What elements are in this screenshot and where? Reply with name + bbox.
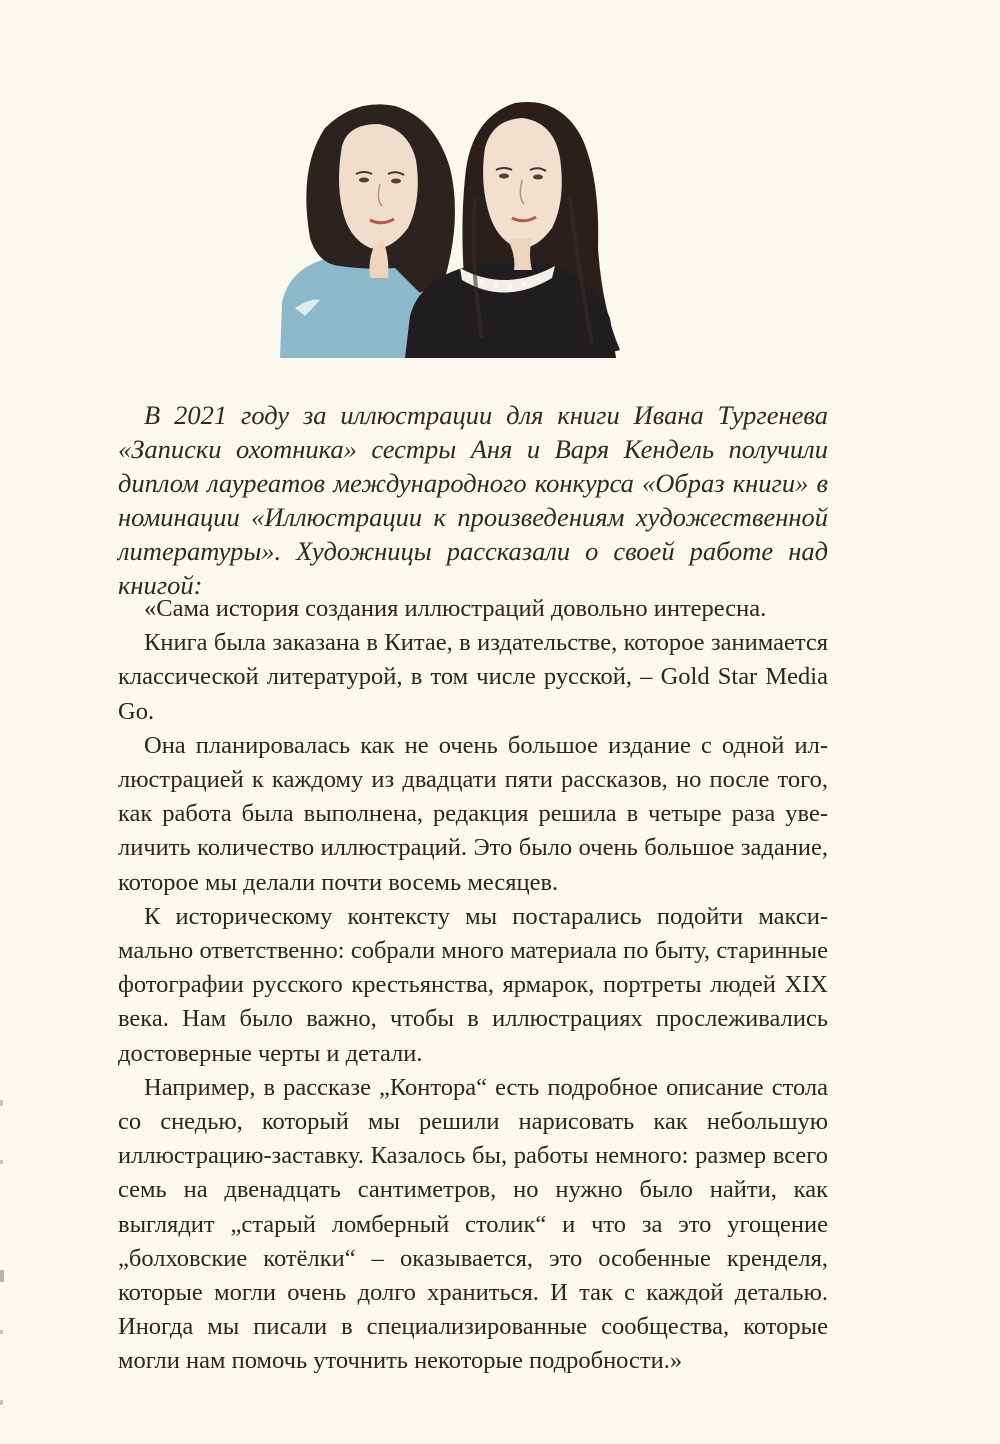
intro-paragraph: В 2021 году за иллюстрации для книги Ивана Тургенева «Записки охотника» сестры Аня и Варя Кендель получили диплом лауреатов международного конкурса «Образ книги» в номинации «Иллюстрации к произведениям художественной литературы». Художницы рассказали о своей работе над книгой: xyxy=(118,400,828,600)
quote-paragraph: Например, в рассказе „Контора“ есть подробное описание стола со снедью, который мы решили нарисовать как небольшую иллюстрацию-заставку. Казалось бы, работы немного: размер всего семь на двенадцать сантиметров, но нужно было найти, как выглядит „старый ломберный столик“ и что за это угощение „болховские котёлки“ – оказывается, это особенные кренделя, которые могли очень долго храниться. И так с каждой деталью. Иногда мы писали в специализированные сообщества, которые могли нам помочь уточнить некоторые подробности.» xyxy=(118,1073,828,1375)
left-figure-face xyxy=(339,124,418,249)
quote-paragraph: Она планировалась как не очень большое издание с одной иллюстрацией к каждому из двадцати пяти рассказов, но после того, как работа была выполнена, редакция решила в четыре раза увеличить количество иллюстраций. Это было очень большое задание, которое мы делали почти восемь месяцев. xyxy=(118,731,828,896)
quote-paragraph: К историческому контексту мы постарались подойти максимально ответственно: собрали много материала по быту, старинные фотографии русского крестьянства, ярмарок, портреты людей XIX века. Нам было важно, чтобы в иллюстрациях прослеживались достоверные черты и детали. xyxy=(118,902,828,1067)
sisters-portrait-illustration xyxy=(270,88,630,358)
page-edge-marks xyxy=(0,1100,8,1420)
quote-paragraph: Книга была заказана в Китае, в издательстве, которое занимается классической литературой, в том числе русской, – Gold Star Media Go. xyxy=(118,629,828,725)
quote-block xyxy=(118,592,828,1379)
quote-paragraph: «Сама история создания иллюстраций довольно интересна. xyxy=(144,595,767,622)
